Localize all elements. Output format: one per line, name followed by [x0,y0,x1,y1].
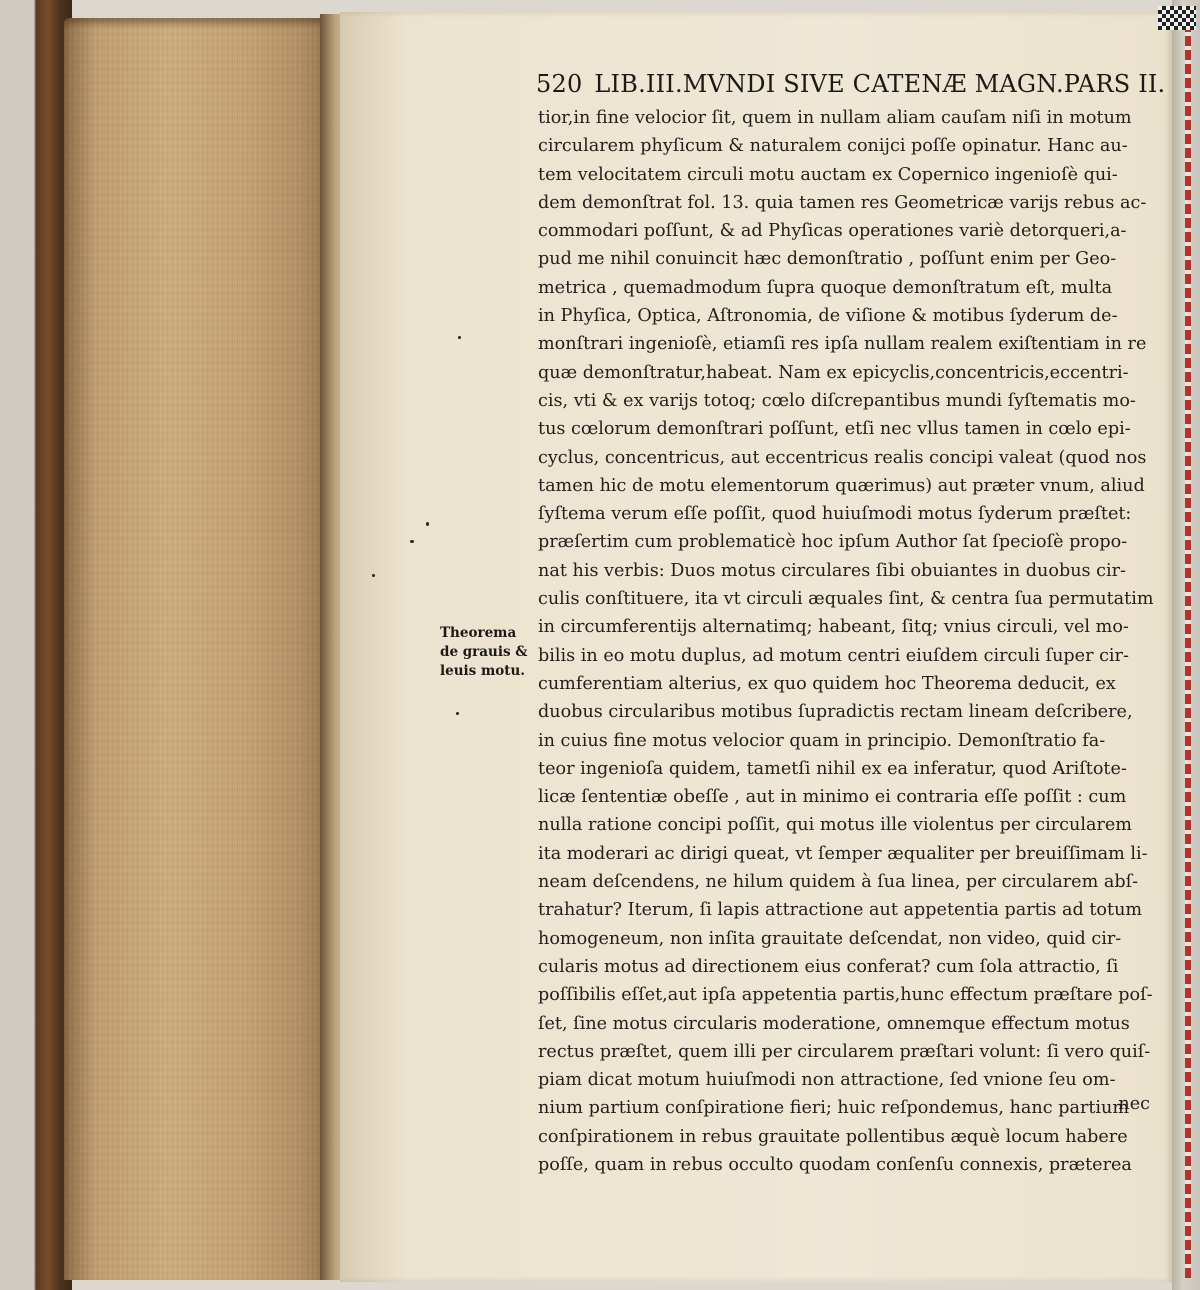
running-head [536,70,1166,102]
text-line: bilis in eo motu duplus, ad motum centri eiuſdem circuli ſuper cir- [538,645,1129,666]
text-line: tem velocitatem circuli motu auctam ex Copernico ingenioſè qui- [538,164,1118,185]
text-line: pud me nihil conuincit hæc demonſtratio , poſſunt enim per Geo- [538,249,1117,270]
marginal-note [440,624,532,681]
text-line: cumferentiam alterius, ex quo quidem hoc Theorema deducit, ex [538,673,1116,694]
text-line: culis conſtituere, ita vt circuli æquales ſint, & centra ſua permutatim [538,589,1154,610]
text-line: duobus circularibus motibus ſupradictis rectam lineam deſcribere, [538,702,1133,723]
marginal-note-line: de grauis & [440,644,528,660]
catchword: nec [1118,1094,1150,1114]
marginal-note-line: Theorema [440,625,517,641]
text-line: circularem phyſicum & naturalem conijci poſſe opinatur. Hanc au- [538,136,1128,157]
ink-speck [426,522,429,526]
ink-speck [458,336,461,339]
text-line: tus cœlorum demonſtrari poſſunt, etſi nec vllus tamen in cœlo epi- [538,419,1131,440]
text-line: trahatur? Iterum, ſi lapis attractione aut appetentia partis ad totum [538,900,1143,921]
text-line: præſertim cum problematicè hoc ipſum Author ſat ſpecioſè propo- [538,532,1128,553]
running-head-title: LIB.III.MVNDI SIVE CATENÆ MAGN.PARS II. [594,70,1166,98]
text-line: in Phyſica, Optica, Aſtronomia, de viſione & motibus ſyderum de- [538,306,1118,327]
text-line: conſpirationem in rebus grauitate pollentibus æquè locum habere [538,1126,1128,1147]
text-line: commodari poſſunt, & ad Phyſicas operationes variè detorqueri,a- [538,221,1127,242]
text-line: metrica , quemadmodum ſupra quoque demonſtratum eſt, multa [538,277,1113,298]
text-line: monſtrari ingenioſè, etiamſi res ipſa nullam realem exiſtentiam in re [538,334,1147,355]
text-line: quæ demonſtratur,habeat. Nam ex epicyclis,concentricis,eccentri- [538,362,1129,383]
text-line: nulla ratione concipi poſſit, qui motus ille violentus per circularem [538,815,1132,836]
text-line: poſſibilis eſſet,aut ipſa appetentia partis,hunc effectum præſtare poſ- [538,985,1153,1006]
page-number: 520 [536,70,583,98]
text-line: poſſe, quam in rebus occulto quodam conſenſu connexis, præterea [538,1154,1132,1175]
text-line: cularis motus ad directionem eius conferat? cum ſola attractio, ſi [538,956,1119,977]
text-line: in circumferentijs alternatimq; habeant, ſitq; vnius circuli, vel mo- [538,617,1129,638]
ink-speck [372,574,375,577]
text-line: homogeneum, non inſita grauitate deſcendat, non video, quid cir- [538,928,1122,949]
text-line: in cuius fine motus velocior quam in principio. Demonſtratio fa- [538,730,1106,751]
text-line: ita moderari ac dirigi queat, vt ſemper æqualiter per breuiſſimam li- [538,843,1148,864]
text-line: teor ingenioſa quidem, tametſi nihil ex ea inferatur, quod Ariſtote- [538,758,1127,779]
ink-speck [410,540,414,543]
body-text [538,104,1156,1175]
text-line: cyclus, concentricus, aut eccentricus realis concipi valeat (quod nos [538,447,1147,468]
text-line: tamen hic de motu elementorum quærimus) aut præter vnum, aliud [538,475,1145,496]
text-line: rectus præſtet, quem illi per circularem præſtari volunt: ſi vero quiſ- [538,1041,1151,1062]
text-line: licæ ſententiæ obeſſe , aut in minimo ei contraria eſſe poſſit : cum [538,787,1127,808]
text-line: tior,in fine velocior ſit, quem in nullam aliam cauſam niſi in motum [538,108,1132,128]
text-line: nium partium conſpiratione fieri; huic reſpondemus, hanc partium [538,1098,1130,1119]
marginal-note-line: leuis motu. [440,663,526,679]
text-line: ſyſtema verum eſſe poſſit, quod huiuſmodi motus ſyderum præſtet: [538,504,1132,525]
text-line: dem demonſtrat fol. 13. quia tamen res Geometricæ varijs rebus ac- [538,192,1147,213]
text-line: nat his verbis: Duos motus circulares ſibi obuiantes in duobus cir- [538,560,1126,581]
page-block-edges [64,18,324,1280]
text-line: neam deſcendens, ne hilum quidem à ſua linea, per circularem abſ- [538,872,1139,893]
text-line: piam dicat motum huiuſmodi non attractione, ſed vnione ſeu om- [538,1070,1116,1091]
ink-speck [456,712,459,715]
color-target-checker [1158,6,1196,30]
ribbon-marker [1185,28,1191,1278]
text-line: cis, vti & ex varijs totoq; cœlo diſcrepantibus mundi ſyſtematis mo- [538,390,1136,411]
book-cover-edge [0,0,72,1290]
text-line: ſet, ſine motus circularis moderatione, omnemque effectum motus [538,1013,1130,1034]
